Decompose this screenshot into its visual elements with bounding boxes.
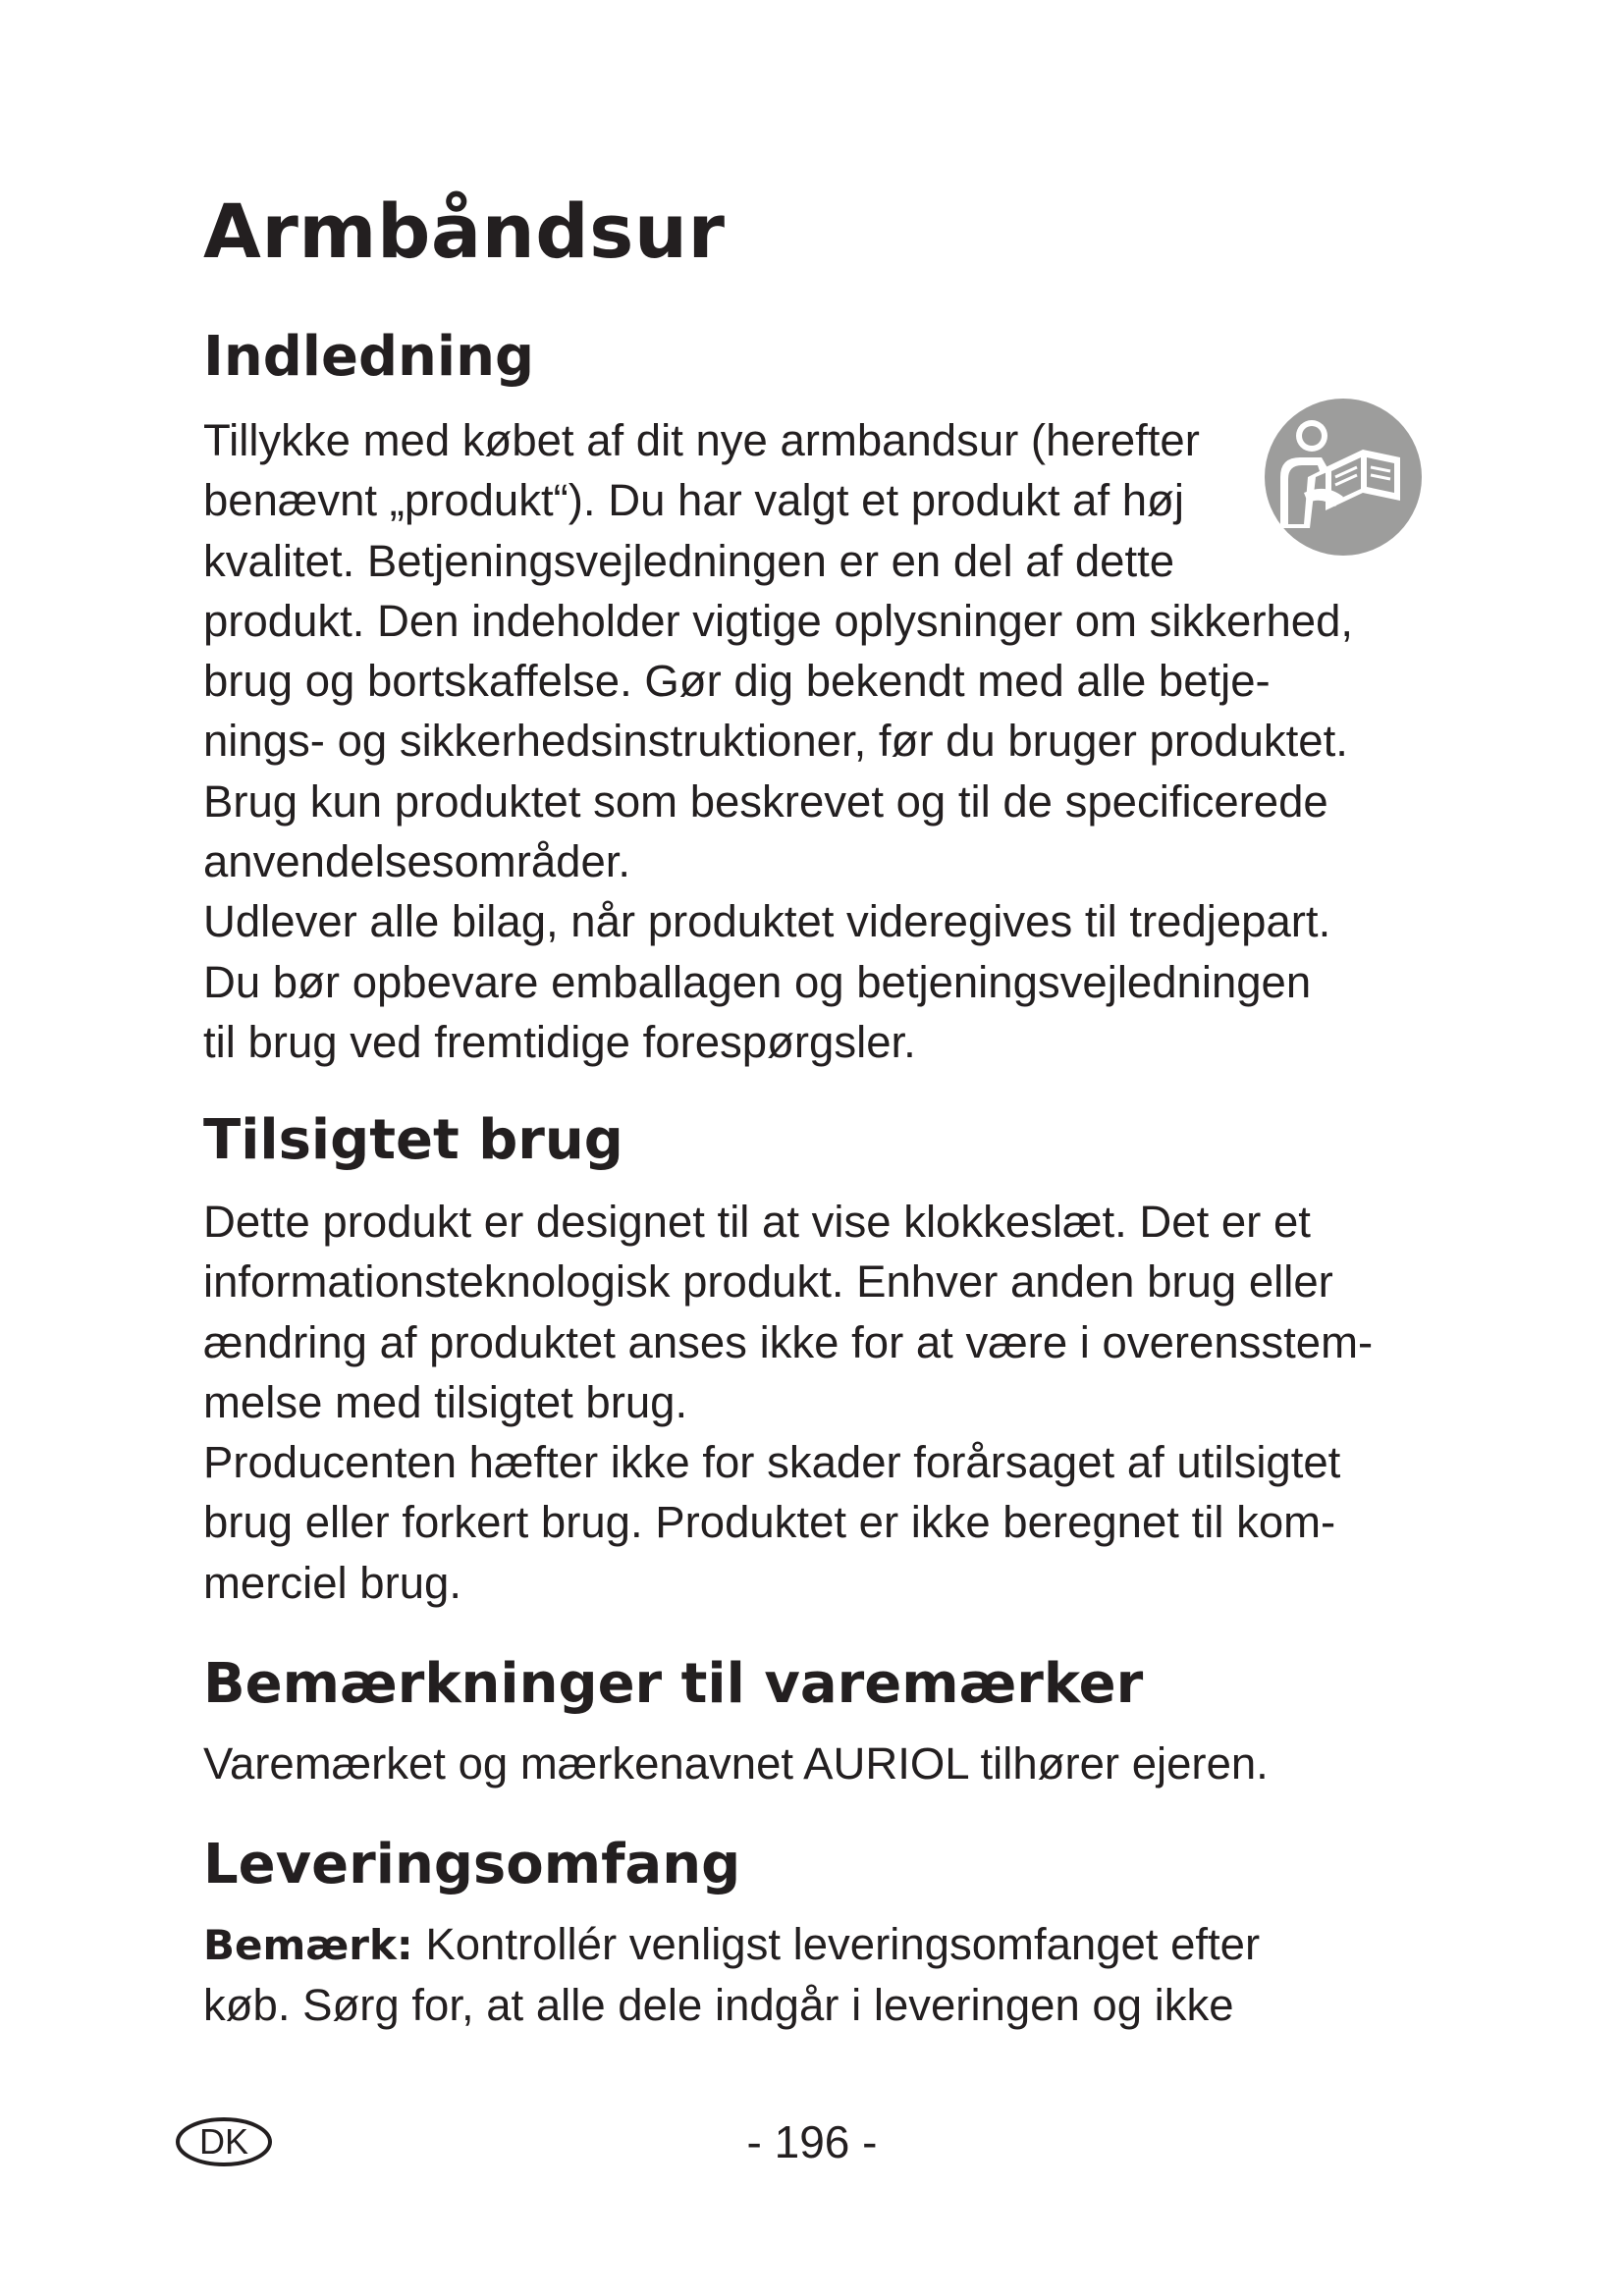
text-line: Du bør opbevare emballagen og betjeningsvejledningen: [203, 956, 1312, 1007]
note-text: Kontrollér venligst leveringsomfanget efter: [412, 1919, 1261, 1969]
text-line: til brug ved fremtidige forespørgsler.: [203, 1016, 916, 1067]
text-line: ændring af produktet anses ikke for at være i overensstem-: [203, 1316, 1374, 1367]
text-line: brug eller forkert brug. Produktet er ikke beregnet til kom-: [203, 1497, 1336, 1548]
text-line: Varemærket og mærkenavnet AURIOL tilhører ejeren.: [203, 1738, 1269, 1789]
text-line: kvalitet. Betjeningsvejledningen er en del af dette: [203, 535, 1175, 586]
text-line: benævnt „produkt“). Du har valgt et produkt af høj: [203, 475, 1184, 526]
text-line: brug og bortskaffelse. Gør dig bekendt med alle betje-: [203, 656, 1271, 707]
text-line: merciel brug.: [203, 1557, 461, 1608]
heading-delivery: Leveringsomfang: [203, 1833, 741, 1896]
text-line: melse med tilsigtet brug.: [203, 1376, 688, 1427]
heading-introduction: Indledning: [203, 325, 535, 389]
text-line: Tillykke med købet af dit nye armbandsur (herefter: [203, 415, 1200, 465]
note-label: Bemærk:: [203, 1921, 413, 1969]
heading-intended-use: Tilsigtet brug: [203, 1108, 623, 1172]
text-line: anvendelsesområder.: [203, 836, 631, 887]
text-line: Udlever alle bilag, når produktet videregives til tredjepart.: [203, 896, 1331, 947]
page-title: Armbåndsur: [203, 187, 726, 275]
text-line: informationsteknologisk produkt. Enhver anden brug eller: [203, 1256, 1333, 1308]
heading-trademarks: Bemærkninger til varemærker: [203, 1652, 1144, 1716]
paragraph-delivery: [203, 1914, 1260, 2036]
text-line: produkt. Den indeholder vigtige oplysninger om sikkerhed,: [203, 595, 1354, 646]
text-line: [203, 1914, 1260, 1975]
text-line: køb. Sørg for, at alle dele indgår i leveringen og ikke: [203, 1980, 1234, 2031]
paragraph-intended-use: [203, 1192, 1373, 1613]
text-line: nings- og sikkerhedsinstruktioner, før du bruger produktet.: [203, 716, 1348, 767]
country-code-text: DK: [198, 2121, 249, 2162]
text-line: Brug kun produktet som beskrevet og til de specificerede: [203, 775, 1328, 827]
text-line: Producenten hæfter ikke for skader forårsaget af utilsigtet: [203, 1437, 1341, 1488]
text-line: Dette produkt er designet til at vise klokkeslæt. Det er et: [203, 1197, 1311, 1247]
paragraph-introduction: [203, 410, 1353, 1072]
page-number: - 196 -: [746, 2116, 878, 2167]
paragraph-trademarks: [203, 1734, 1269, 1793]
read-manual-icon: [1265, 399, 1422, 556]
